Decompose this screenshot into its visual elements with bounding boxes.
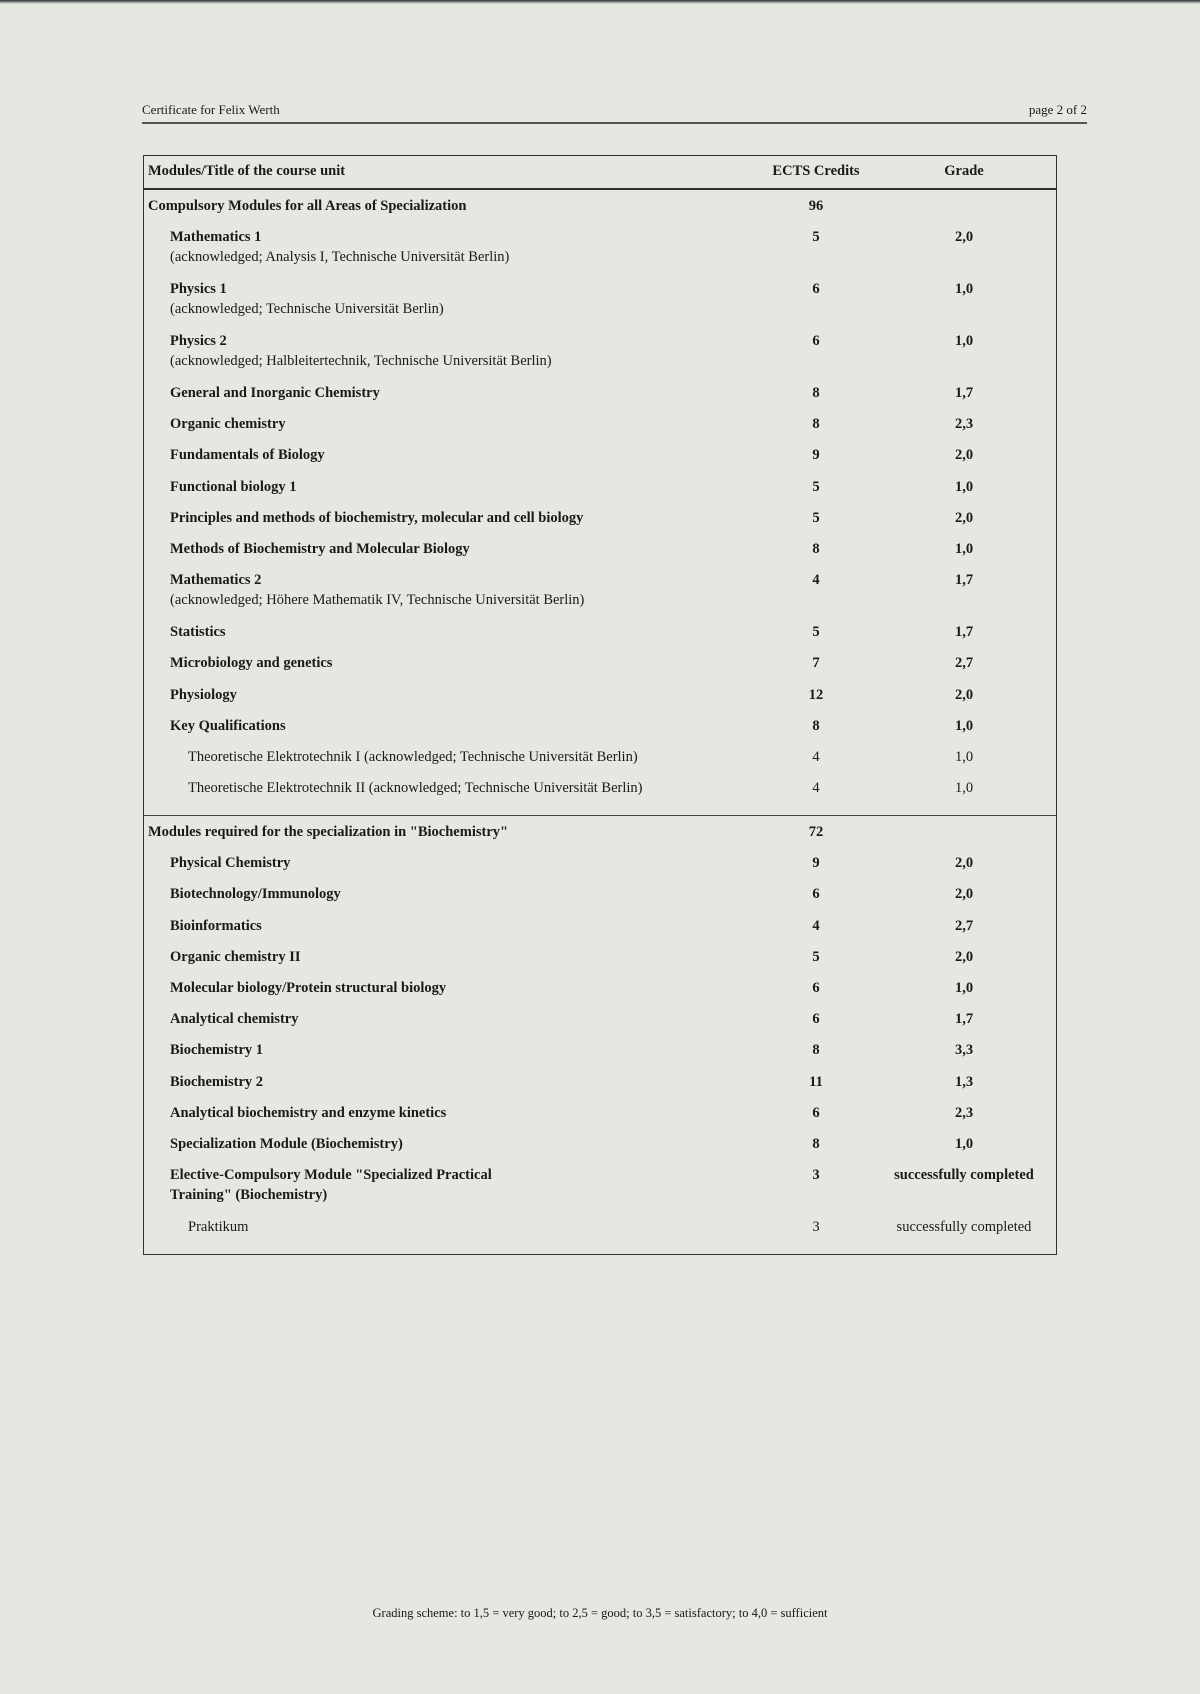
table-row [144, 1165, 1056, 1217]
page-header [142, 100, 1087, 124]
section-title: Compulsory Modules for all Areas of Specialization [148, 198, 467, 214]
module-note: Training" (Biochemistry) [170, 1187, 328, 1204]
grade: 1,0 [954, 1135, 974, 1152]
grade: 1,0 [954, 478, 974, 495]
table-row [144, 916, 1056, 947]
module-title: Organic chemistry II [170, 948, 301, 965]
column-header-grade: Grade [944, 163, 984, 179]
grade: 1,0 [954, 540, 974, 557]
ects-credits: 6 [812, 1011, 820, 1028]
grading-scheme: Grading scheme: to 1,5 = very good; to 2,5 = good; to 3,5 = satisfactory; to 4,0 = sufficient [372, 1606, 828, 1620]
table-row [144, 778, 1056, 809]
table-row [144, 1217, 1056, 1248]
grade: 2,0 [954, 229, 974, 245]
module-title: Functional biology 1 [170, 478, 297, 495]
table-row [144, 414, 1056, 445]
table-row [144, 653, 1056, 684]
module-title: Biotechnology/Immunology [170, 886, 341, 903]
grade: 2,7 [954, 655, 974, 672]
module-title: Mathematics 1 [170, 229, 262, 245]
grade: 1,0 [954, 281, 974, 297]
module-note: (acknowledged; Technische Universität Berlin) [170, 301, 444, 317]
module-title: Statistics [170, 624, 226, 641]
module-title: Physiology [170, 686, 237, 703]
ects-credits: 5 [812, 509, 820, 526]
ects-credits: 6 [812, 1104, 820, 1121]
grade: 1,0 [954, 980, 974, 996]
ects-credits: 3 [812, 1219, 820, 1236]
module-title: Molecular biology/Protein structural biology [170, 980, 447, 996]
ects-credits: 8 [812, 1135, 820, 1152]
ects-credits: 5 [812, 948, 820, 965]
grade: 2,0 [954, 948, 974, 965]
ects-credits: 4 [812, 572, 820, 589]
grade: 2,7 [954, 917, 974, 934]
table-row [144, 685, 1056, 716]
ects-credits: 5 [812, 624, 820, 641]
table-row [144, 747, 1056, 778]
ects-credits: 4 [812, 780, 820, 797]
grade: 2,3 [954, 416, 974, 433]
ects-credits: 11 [809, 1073, 823, 1090]
ects-credits: 8 [812, 1042, 820, 1059]
table-row [144, 853, 1056, 884]
module-title: Physical Chemistry [170, 855, 291, 872]
module-note: (acknowledged; Analysis I, Technische Universität Berlin) [170, 249, 510, 265]
module-title: Physics 2 [170, 333, 227, 349]
section-title: Modules required for the specialization in "Biochemistry" [148, 824, 509, 841]
table-section [144, 815, 1056, 1254]
ects-credits: 6 [812, 333, 820, 349]
module-title: Specialization Module (Biochemistry) [170, 1135, 403, 1152]
table-row [144, 331, 1056, 383]
grade: 3,3 [954, 1042, 974, 1059]
module-title: Analytical chemistry [170, 1011, 299, 1028]
module-note: (acknowledged; Halbleitertechnik, Technische Universität Berlin) [170, 353, 552, 369]
table-row [144, 445, 1056, 476]
module-title: Biochemistry 2 [170, 1073, 264, 1090]
module-title: Theoretische Elektrotechnik II (acknowledged; Technische Universität Berlin) [188, 780, 643, 797]
table-row [144, 279, 1056, 331]
grade: 1,0 [954, 333, 974, 349]
certificate-holder: Certificate for Felix Werth [142, 102, 280, 117]
section-header-row [144, 196, 1056, 227]
module-title: Physics 1 [170, 281, 227, 297]
section-credits: 96 [808, 198, 824, 214]
table-row [144, 508, 1056, 539]
module-title: Organic chemistry [170, 416, 286, 433]
module-title: Elective-Compulsory Module "Specialized Practical [170, 1167, 492, 1184]
grade: 2,0 [954, 886, 974, 903]
grade: 1,0 [954, 748, 974, 765]
module-title: Principles and methods of biochemistry, molecular and cell biology [170, 509, 584, 526]
ects-credits: 5 [812, 229, 820, 245]
table-header [144, 156, 1056, 190]
table-row [144, 884, 1056, 915]
ects-credits: 3 [812, 1167, 820, 1184]
grade: 2,0 [954, 447, 974, 464]
ects-credits: 8 [812, 540, 820, 557]
column-header-module: Modules/Title of the course unit [148, 163, 346, 179]
ects-credits: 6 [812, 886, 820, 903]
table-row [144, 716, 1056, 747]
grade: 1,7 [954, 624, 974, 641]
table-row [144, 539, 1056, 570]
module-title: Microbiology and genetics [170, 655, 333, 672]
page-number: page 2 of 2 [1028, 102, 1087, 117]
table-row [144, 1103, 1056, 1134]
ects-credits: 9 [812, 447, 820, 464]
grade: 2,0 [954, 686, 974, 703]
module-title: General and Inorganic Chemistry [170, 385, 380, 401]
photo-edge [0, 0, 1200, 4]
section-header-row [144, 822, 1056, 853]
module-title: Theoretische Elektrotechnik I (acknowledged; Technische Universität Berlin) [188, 748, 638, 765]
table-section [144, 190, 1056, 815]
ects-credits: 12 [808, 686, 824, 703]
grade: successfully completed [894, 1167, 1034, 1184]
module-title: Biochemistry 1 [170, 1042, 264, 1059]
grade: 2,0 [954, 509, 974, 526]
table-row [144, 1134, 1056, 1165]
table-row [144, 622, 1056, 653]
grade: 2,0 [954, 855, 974, 872]
column-header-ects: ECTS Credits [772, 163, 860, 179]
ects-credits: 9 [812, 855, 820, 872]
module-title: Analytical biochemistry and enzyme kinetics [170, 1104, 447, 1121]
table-row [144, 477, 1056, 508]
ects-credits: 8 [812, 717, 820, 734]
table-row [144, 1009, 1056, 1040]
ects-credits: 4 [812, 917, 820, 934]
section-credits: 72 [808, 824, 824, 841]
module-title: Fundamentals of Biology [170, 447, 325, 464]
table-row [144, 1072, 1056, 1103]
grade: 2,3 [954, 1104, 974, 1121]
grade: 1,3 [954, 1073, 974, 1090]
table-row [144, 1040, 1056, 1071]
grade: 1,0 [954, 780, 974, 797]
module-note: (acknowledged; Höhere Mathematik IV, Technische Universität Berlin) [170, 592, 585, 609]
module-title: Methods of Biochemistry and Molecular Biology [170, 540, 470, 557]
ects-credits: 8 [812, 416, 820, 433]
module-title: Mathematics 2 [170, 572, 262, 589]
ects-credits: 8 [812, 385, 820, 401]
table-row [144, 570, 1056, 622]
ects-credits: 7 [812, 655, 820, 672]
table-row [144, 978, 1056, 1009]
module-title: Praktikum [188, 1219, 249, 1236]
grade: 1,7 [954, 572, 974, 589]
grade: successfully completed [896, 1219, 1032, 1236]
grades-table [143, 155, 1057, 1255]
grade: 1,7 [954, 385, 974, 401]
module-title: Key Qualifications [170, 717, 286, 734]
ects-credits: 4 [812, 748, 820, 765]
table-row [144, 227, 1056, 279]
ects-credits: 6 [812, 980, 820, 996]
grade: 1,0 [954, 717, 974, 734]
grade: 1,7 [954, 1011, 974, 1028]
ects-credits: 6 [812, 281, 820, 297]
ects-credits: 5 [812, 478, 820, 495]
table-row [144, 947, 1056, 978]
table-row [144, 383, 1056, 414]
module-title: Bioinformatics [170, 917, 262, 934]
